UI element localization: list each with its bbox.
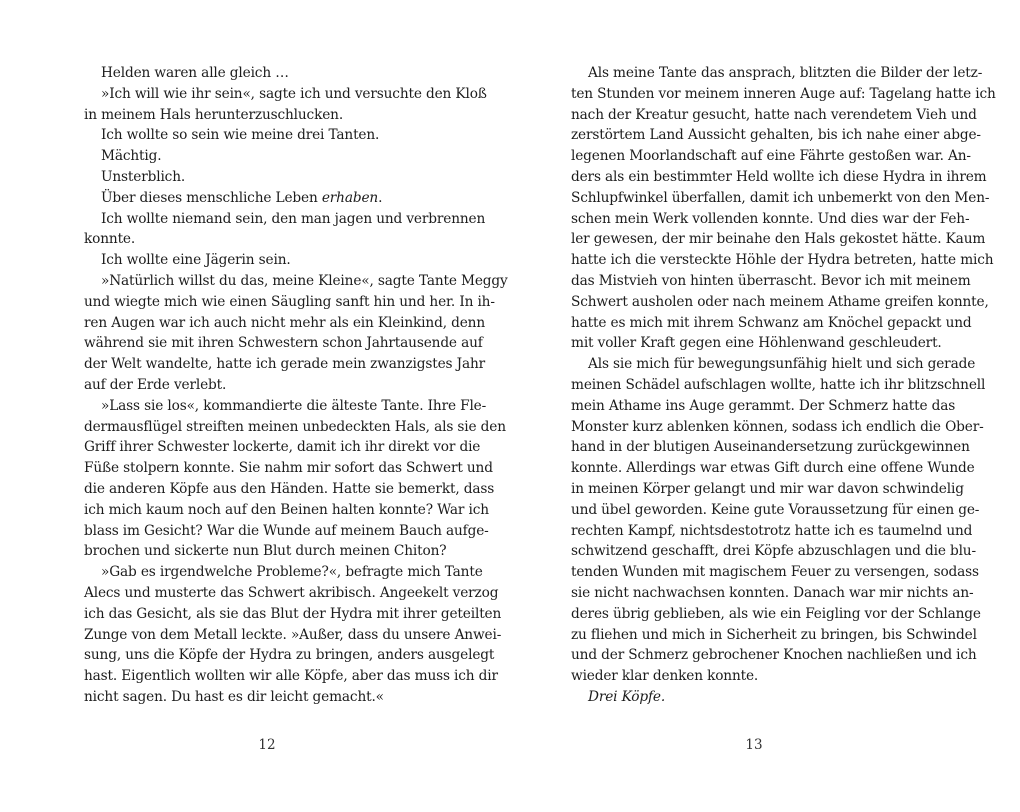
emphasized-text: Drei Köpfe. xyxy=(588,688,666,705)
text-line: in meinem Hals herunterzuschlucken. xyxy=(84,106,344,123)
text-line: Ich wollte niemand sein, den man jagen und verbrennen xyxy=(101,210,486,227)
text-line: hast. Eigentlich wollten wir alle Köpfe, aber das muss ich dir xyxy=(84,668,498,685)
text-line: konnte. Allerdings war etwas Gift durch eine offene Wunde xyxy=(571,460,975,477)
text-line: ten Stunden vor meinem inneren Auge auf: Tagelang hatte ich xyxy=(571,85,996,102)
text-line: ders als ein bestimmter Held wollte ich diese Hydra in ihrem xyxy=(571,168,987,185)
text-line: Zunge von dem Metall leckte. »Außer, dass du unsere Anwei- xyxy=(84,626,502,643)
text-line: tenden Wunden mit magischem Feuer zu versengen, sodass xyxy=(571,564,979,581)
text-line: und wiegte mich wie einen Säugling sanft hin und her. In ih- xyxy=(84,293,495,310)
text-line: schwitzend geschafft, drei Köpfe abzuschlagen und die blu- xyxy=(571,543,976,560)
text-line: zerstörtem Land Aussicht gehalten, bis ich nahe einer abge- xyxy=(571,127,981,144)
text-line: wieder klar denken konnte. xyxy=(571,668,759,685)
text-line: legenen Moorlandschaft auf eine Fährte gestoßen war. An- xyxy=(571,148,971,165)
text-line: »Natürlich willst du das, meine Kleine«, sagte Tante Meggy xyxy=(101,272,508,289)
text-line: nach der Kreatur gesucht, hatte nach verendetem Vieh und xyxy=(571,106,977,123)
text-line: Ich wollte so sein wie meine drei Tanten. xyxy=(101,127,380,144)
text-line: Unsterblich. xyxy=(101,168,186,185)
text-line: hand in der blutigen Auseinandersetzung zurückgewinnen xyxy=(571,439,970,456)
text-line: mein Athame ins Auge gerammt. Der Schmerz hatte das xyxy=(571,397,956,414)
text-line: brochen und sickerte nun Blut durch meinen Chiton? xyxy=(84,543,447,560)
text-line: Schwert ausholen oder nach meinem Athame greifen konnte, xyxy=(571,293,989,310)
text-line: »Lass sie los«, kommandierte die älteste Tante. Ihre Fle- xyxy=(101,397,487,414)
left-page-number: 12 xyxy=(258,737,276,753)
text-line: »Gab es irgendwelche Probleme?«, befragte mich Tante xyxy=(101,564,483,581)
text-line: Griff ihrer Schwester lockerte, damit ich ihr direkt vor die xyxy=(84,439,481,456)
text-line: Ich wollte eine Jägerin sein. xyxy=(101,252,291,269)
text-line: die anderen Köpfe aus den Händen. Hatte sie bemerkt, dass xyxy=(84,480,495,497)
text-run: . xyxy=(378,189,383,206)
text-line: Als sie mich für bewegungsunfähig hielt und sich gerade xyxy=(588,356,976,373)
text-line: ich das Gesicht, als sie das Blut der Hydra mit ihrer geteilten xyxy=(84,605,502,622)
text-line: schen mein Werk vollenden konnte. Und dies war der Feh- xyxy=(571,210,970,227)
text-line: ren Augen war ich auch nicht mehr als ein Kleinkind, denn xyxy=(84,314,485,331)
text-line: das Mistvieh von hinten überrascht. Bevor ich mit meinem xyxy=(571,272,971,289)
text-line: Monster kurz ablenken können, sodass ich endlich die Ober- xyxy=(571,418,984,435)
text-line: Schlupfwinkel überfallen, damit ich unbemerkt von den Men- xyxy=(571,189,990,206)
left-page-text xyxy=(84,63,508,708)
text-line: Helden waren alle gleich … xyxy=(101,65,289,81)
right-page-text xyxy=(571,63,996,708)
text-line: »Ich will wie ihr sein«, sagte ich und versuchte den Kloß xyxy=(101,85,487,102)
text-line: nicht sagen. Du hast es dir leicht gemacht.« xyxy=(84,688,384,705)
text-line: Alecs und musterte das Schwert akribisch. Angeekelt verzog xyxy=(84,584,499,601)
text-line: meinen Schädel aufschlagen wollte, hatte ich ihr blitzschnell xyxy=(571,376,986,393)
text-line: sung, uns die Köpfe der Hydra zu bringen, anders ausgelegt xyxy=(84,647,495,664)
text-line: hatte ich die versteckte Höhle der Hydra betreten, hatte mich xyxy=(571,252,994,269)
text-line xyxy=(571,687,937,708)
text-line: hatte es mich mit ihrem Schwanz am Knöchel gepackt und xyxy=(571,314,972,331)
right-page-number: 13 xyxy=(745,737,763,753)
text-line: während sie mit ihren Schwestern schon Jahrtausende auf xyxy=(84,335,483,352)
text-line xyxy=(84,188,450,209)
text-line: deres übrig geblieben, als wie ein Feigling vor der Schlange xyxy=(571,605,981,622)
text-line: dermausflügel streiften meinen unbedeckten Hals, als sie den xyxy=(84,418,506,435)
text-line: blass im Gesicht? War die Wunde auf meinem Bauch aufge- xyxy=(84,522,489,539)
text-line: und übel geworden. Keine gute Voraussetzung für einen ge- xyxy=(571,501,980,518)
text-line: ler gewesen, der mir beinahe den Hals gekostet hätte. Kaum xyxy=(571,231,986,248)
text-line: Als meine Tante das ansprach, blitzten die Bilder der letz- xyxy=(588,65,983,81)
text-run: Über dieses menschliche Leben xyxy=(101,189,322,206)
text-line: rechten Kampf, nichtsdestotrotz hatte ich es taumelnd und xyxy=(571,522,973,539)
text-line: mit voller Kraft gegen eine Höhlenwand geschleudert. xyxy=(571,335,942,352)
text-line: Mächtig. xyxy=(101,148,162,165)
text-line: Füße stolpern konnte. Sie nahm mir sofort das Schwert und xyxy=(84,460,493,477)
text-line: auf der Erde verlebt. xyxy=(84,376,227,393)
emphasized-text: erhaben xyxy=(321,189,379,206)
text-line: zu fliehen und mich in Sicherheit zu bringen, bis Schwindel xyxy=(571,626,977,643)
text-line: ich mich kaum noch auf den Beinen halten konnte? War ich xyxy=(84,501,489,518)
text-line: sie nicht nachwachsen konnten. Danach war mir nichts an- xyxy=(571,584,974,601)
text-line: konnte. xyxy=(84,231,136,248)
text-line: in meinen Körper gelangt und mir war davon schwindelig xyxy=(571,480,964,497)
text-line: und der Schmerz gebrochener Knochen nachließen und ich xyxy=(571,647,977,664)
text-line: der Welt wandelte, hatte ich gerade mein zwanzigstes Jahr xyxy=(84,356,486,373)
